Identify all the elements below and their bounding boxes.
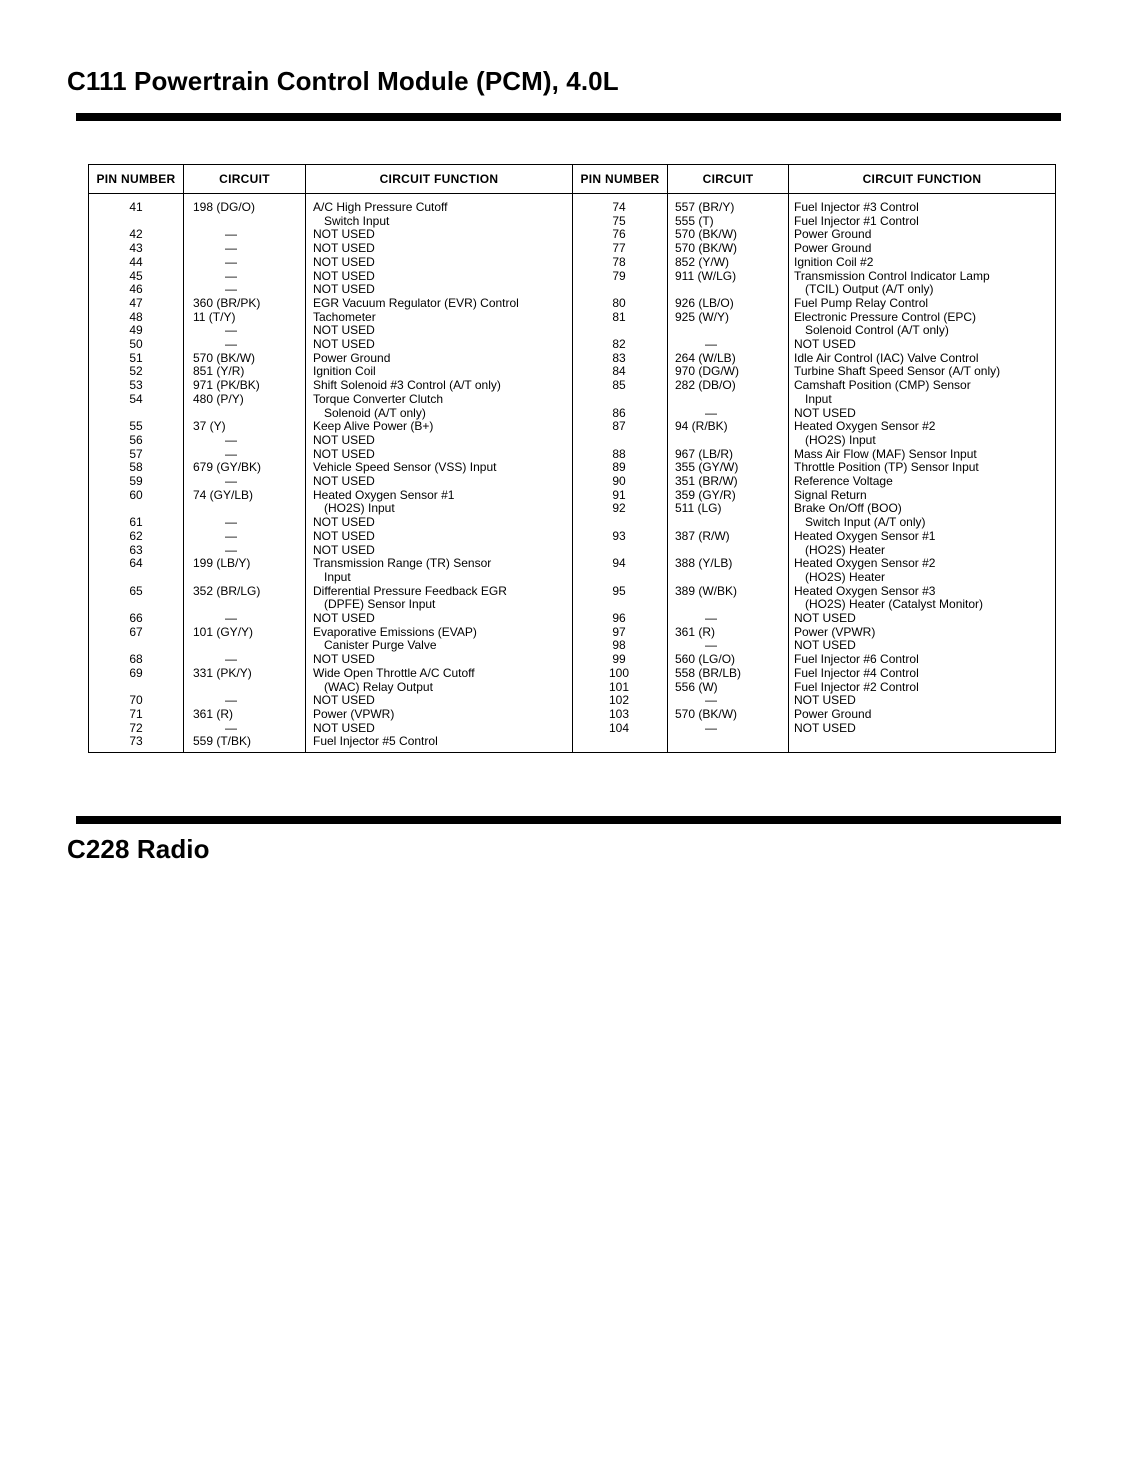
pin-number-right: 82: [612, 337, 626, 351]
circuit-right: 925 (W/Y): [675, 309, 730, 324]
pin-number-right: 85: [612, 378, 626, 393]
pin-number-left: 73: [129, 734, 143, 749]
circuit-right: 555 (T): [675, 213, 714, 228]
pin-number-left: 70: [129, 693, 143, 708]
table-row: [89, 556, 1055, 570]
table-row: [89, 392, 1055, 406]
pin-number-right: 84: [612, 364, 626, 379]
circuit-left: —: [225, 282, 237, 297]
circuit-left: —: [225, 720, 237, 735]
circuit-function-right: Heated Oxygen Sensor #2: [794, 419, 936, 434]
circuit-function-right: Throttle Position (TP) Sensor Input: [794, 460, 979, 475]
circuit-function-left: Wide Open Throttle A/C Cutoff: [313, 665, 475, 680]
header-pin-number-left: PIN NUMBER: [96, 172, 176, 186]
pin-number-right: 96: [612, 611, 626, 625]
table-row: [89, 474, 1055, 488]
circuit-function-right: (HO2S) Heater: [805, 542, 886, 557]
circuit-function-right: Fuel Injector #1 Control: [794, 213, 919, 228]
circuit-left: 199 (LB/Y): [193, 556, 251, 571]
table-row: [89, 666, 1055, 680]
table-row: [89, 241, 1055, 255]
circuit-left: —: [225, 268, 237, 283]
table-row: [89, 351, 1055, 365]
circuit-function-left: NOT USED: [313, 542, 375, 557]
table-row: [89, 693, 1055, 707]
header-circuit-function-left: CIRCUIT FUNCTION: [379, 172, 499, 186]
circuit-function-right: Heated Oxygen Sensor #1: [794, 528, 936, 543]
circuit-function-left: NOT USED: [313, 720, 375, 735]
circuit-function-left: EGR Vacuum Regulator (EVR) Control: [313, 295, 519, 310]
circuit-function-left: (HO2S) Input: [324, 501, 395, 516]
table-row: [89, 255, 1055, 269]
circuit-function-left: Canister Purge Valve: [324, 638, 437, 653]
circuit-function-right: NOT USED: [794, 405, 856, 420]
circuit-function-left: Tachometer: [313, 309, 376, 324]
circuit-right: 852 (Y/W): [675, 254, 730, 269]
pin-number-left: 42: [129, 227, 143, 242]
table-row: [89, 282, 1055, 296]
pin-number-left: 67: [129, 624, 143, 639]
circuit-function-right: Signal Return: [794, 487, 867, 502]
circuit-right: 558 (BR/LB): [675, 665, 742, 680]
circuit-right: —: [705, 693, 717, 708]
circuit-function-left: Transmission Range (TR) Sensor: [313, 556, 492, 571]
circuit-function-right: Power (VPWR): [794, 624, 876, 639]
table-row: [89, 460, 1055, 474]
circuit-left: 198 (DG/O): [193, 200, 256, 214]
circuit-right: 911 (W/LG): [675, 268, 737, 283]
section-divider: [76, 816, 1061, 824]
circuit-left: —: [225, 474, 237, 488]
circuit-function-left: NOT USED: [313, 474, 375, 488]
table-row: [89, 584, 1055, 598]
circuit-function-left: (WAC) Relay Output: [324, 679, 433, 694]
table-row: [89, 707, 1055, 721]
pin-number-right: 94: [612, 556, 626, 571]
table-row: [89, 378, 1055, 392]
circuit-right: 970 (DG/W): [675, 364, 740, 379]
circuit-function-left: Input: [324, 569, 351, 584]
pin-number-left: 51: [129, 350, 143, 365]
table-row: [89, 364, 1055, 378]
circuit-function-left: NOT USED: [313, 432, 375, 447]
table-row: [89, 433, 1055, 447]
circuit-function-left: Solenoid (A/T only): [324, 405, 426, 420]
table-row: [89, 269, 1055, 283]
circuit-right: 570 (BK/W): [675, 227, 738, 242]
table-row: [89, 447, 1055, 461]
circuit-function-left: Ignition Coil: [313, 364, 376, 379]
circuit-function-right: Power Ground: [794, 227, 872, 242]
circuit-left: —: [225, 227, 237, 242]
pin-number-left: 54: [129, 391, 143, 406]
circuit-left: 11 (T/Y): [193, 309, 236, 324]
pin-number-right: 74: [612, 200, 626, 214]
table-row: [89, 734, 1055, 748]
table-row: [89, 323, 1055, 337]
pin-number-right: 87: [612, 419, 626, 434]
circuit-right: 389 (W/BK): [675, 583, 738, 598]
table-row: [89, 501, 1055, 515]
circuit-function-left: Torque Converter Clutch: [313, 391, 444, 406]
circuit-left: 360 (BR/PK): [193, 295, 261, 310]
circuit-right: 264 (W/LB): [675, 350, 736, 365]
section-title-c111: C111 Powertrain Control Module (PCM), 4.0L: [67, 66, 619, 96]
pin-number-left: 58: [129, 460, 143, 475]
pin-number-right: 93: [612, 528, 626, 543]
circuit-left: 851 (Y/R): [193, 364, 245, 379]
pin-number-left: 50: [129, 337, 143, 351]
circuit-function-left: NOT USED: [313, 337, 375, 351]
circuit-left: —: [225, 254, 237, 269]
circuit-function-right: Input: [805, 391, 832, 406]
pin-number-left: 64: [129, 556, 143, 571]
circuit-function-left: NOT USED: [313, 515, 375, 530]
circuit-right: —: [705, 720, 717, 735]
circuit-right: 557 (BR/Y): [675, 200, 735, 214]
circuit-function-left: Switch Input: [324, 213, 390, 228]
pin-number-left: 44: [129, 254, 143, 269]
pin-number-left: 45: [129, 268, 143, 283]
pin-number-left: 41: [129, 200, 143, 214]
circuit-right: —: [705, 405, 717, 420]
circuit-right: —: [705, 611, 717, 625]
pin-number-left: 69: [129, 665, 143, 680]
circuit-function-right: Turbine Shaft Speed Sensor (A/T only): [794, 364, 1001, 379]
circuit-function-right: Fuel Pump Relay Control: [794, 295, 929, 310]
circuit-function-left: NOT USED: [313, 254, 375, 269]
pin-number-right: 76: [612, 227, 626, 242]
pin-number-left: 62: [129, 528, 143, 543]
circuit-left: 74 (GY/LB): [193, 487, 254, 502]
circuit-left: —: [225, 652, 237, 667]
pin-number-left: 43: [129, 241, 143, 256]
pin-number-right: 83: [612, 350, 626, 365]
circuit-left: 971 (PK/BK): [193, 378, 260, 393]
section-title-c228: C228 Radio: [67, 834, 210, 864]
pin-number-left: 48: [129, 309, 143, 324]
circuit-function-left: NOT USED: [313, 282, 375, 297]
table-row: [89, 200, 1055, 214]
circuit-function-left: NOT USED: [313, 241, 375, 256]
circuit-function-right: Idle Air Control (IAC) Valve Control: [794, 350, 979, 365]
pin-number-left: 66: [129, 611, 143, 625]
table-row: [89, 570, 1055, 584]
circuit-function-left: Shift Solenoid #3 Control (A/T only): [313, 378, 501, 393]
circuit-function-right: Electronic Pressure Control (EPC): [794, 309, 977, 324]
circuit-right: 570 (BK/W): [675, 241, 738, 256]
pin-number-left: 72: [129, 720, 143, 735]
circuit-left: —: [225, 241, 237, 256]
pin-number-right: 92: [612, 501, 626, 516]
circuit-function-right: NOT USED: [794, 693, 856, 708]
pin-number-right: 75: [612, 213, 626, 228]
circuit-right: 926 (LB/O): [675, 295, 734, 310]
circuit-left: —: [225, 432, 237, 447]
table-row: [89, 652, 1055, 666]
pin-number-left: 55: [129, 419, 143, 434]
pin-number-left: 56: [129, 432, 143, 447]
pin-number-right: 80: [612, 295, 626, 310]
pin-number-right: 103: [608, 706, 630, 721]
table-row: [89, 214, 1055, 228]
pin-number-left: 46: [129, 282, 143, 297]
pin-number-right: 79: [612, 268, 626, 283]
pin-number-left: 47: [129, 295, 143, 310]
pin-number-right: 90: [612, 474, 626, 488]
circuit-function-left: Evaporative Emissions (EVAP): [313, 624, 477, 639]
circuit-left: 101 (GY/Y): [193, 624, 254, 639]
circuit-left: 361 (R): [193, 706, 234, 721]
circuit-function-right: Brake On/Off (BOO): [794, 501, 902, 516]
pin-number-right: 91: [612, 487, 626, 502]
circuit-function-right: NOT USED: [794, 337, 856, 351]
circuit-right: 387 (R/W): [675, 528, 730, 543]
header-circuit-right: CIRCUIT: [702, 172, 754, 186]
circuit-function-right: Transmission Control Indicator Lamp: [794, 268, 990, 283]
pin-number-right: 102: [608, 693, 630, 708]
circuit-right: —: [705, 337, 717, 351]
circuit-left: —: [225, 515, 237, 530]
pin-number-left: 61: [129, 515, 143, 530]
circuit-right: 556 (W): [675, 679, 718, 694]
table-row: [89, 419, 1055, 433]
circuit-right: 282 (DB/O): [675, 378, 736, 393]
circuit-right: 94 (R/BK): [675, 419, 728, 434]
circuit-function-right: Fuel Injector #2 Control: [794, 679, 919, 694]
circuit-function-left: NOT USED: [313, 446, 375, 461]
pin-number-right: 101: [608, 679, 630, 694]
circuit-left: —: [225, 528, 237, 543]
table-row: [89, 529, 1055, 543]
pin-number-right: 77: [612, 241, 626, 256]
pin-number-right: 104: [608, 720, 630, 735]
circuit-function-left: NOT USED: [313, 268, 375, 283]
circuit-right: —: [705, 638, 717, 653]
circuit-function-right: Power Ground: [794, 706, 872, 721]
table-row: [89, 597, 1055, 611]
circuit-left: 570 (BK/W): [193, 350, 256, 365]
header-circuit-function-right: CIRCUIT FUNCTION: [862, 172, 982, 186]
circuit-right: 355 (GY/W): [675, 460, 739, 475]
circuit-function-left: Power Ground: [313, 350, 391, 365]
circuit-function-right: Camshaft Position (CMP) Sensor: [794, 378, 971, 393]
table-row: [89, 611, 1055, 625]
circuit-function-left: NOT USED: [313, 652, 375, 667]
table-row: [89, 515, 1055, 529]
pin-number-right: 88: [612, 446, 626, 461]
circuit-function-left: Fuel Injector #5 Control: [313, 734, 438, 749]
circuit-left: 331 (PK/Y): [193, 665, 252, 680]
circuit-function-left: NOT USED: [313, 693, 375, 708]
circuit-function-right: Fuel Injector #6 Control: [794, 652, 919, 667]
circuit-function-right: Mass Air Flow (MAF) Sensor Input: [794, 446, 977, 461]
pin-number-right: 98: [612, 638, 626, 653]
circuit-left: 559 (T/BK): [193, 734, 252, 749]
circuit-left: —: [225, 337, 237, 351]
pin-number-left: 60: [129, 487, 143, 502]
circuit-right: 388 (Y/LB): [675, 556, 733, 571]
table-row: [89, 721, 1055, 735]
circuit-function-right: Switch Input (A/T only): [805, 515, 926, 530]
circuit-function-left: Power (VPWR): [313, 706, 395, 721]
circuit-function-right: NOT USED: [794, 638, 856, 653]
circuit-left: —: [225, 323, 237, 338]
table-row: [89, 638, 1055, 652]
section-divider: [76, 113, 1061, 121]
circuit-right: 359 (GY/R): [675, 487, 736, 502]
header-pin-number-right: PIN NUMBER: [580, 172, 660, 186]
pin-number-right: 86: [612, 405, 626, 420]
pin-number-left: 53: [129, 378, 143, 393]
pin-number-right: 99: [612, 652, 626, 667]
circuit-right: 511 (LG): [675, 501, 722, 516]
circuit-function-left: (DPFE) Sensor Input: [324, 597, 436, 612]
pin-number-left: 52: [129, 364, 143, 379]
table-row: [89, 337, 1055, 351]
circuit-function-left: Keep Alive Power (B+): [313, 419, 434, 434]
circuit-function-right: NOT USED: [794, 611, 856, 625]
table-row: [89, 680, 1055, 694]
pin-number-left: 49: [129, 323, 143, 338]
pin-number-right: 97: [612, 624, 626, 639]
circuit-function-left: NOT USED: [313, 323, 375, 338]
circuit-right: 967 (LB/R): [675, 446, 734, 461]
circuit-function-left: Heated Oxygen Sensor #1: [313, 487, 455, 502]
pin-number-left: 68: [129, 652, 143, 667]
pin-number-right: 81: [612, 309, 626, 324]
circuit-function-left: NOT USED: [313, 611, 375, 625]
pin-number-left: 65: [129, 583, 143, 598]
circuit-function-right: Fuel Injector #4 Control: [794, 665, 919, 680]
circuit-function-right: NOT USED: [794, 720, 856, 735]
table-row: [89, 625, 1055, 639]
circuit-right: 560 (LG/O): [675, 652, 736, 667]
table-row: [89, 310, 1055, 324]
circuit-left: —: [225, 542, 237, 557]
circuit-left: —: [225, 693, 237, 708]
circuit-function-right: (HO2S) Heater: [805, 569, 886, 584]
circuit-function-right: Solenoid Control (A/T only): [805, 323, 949, 338]
pin-number-right: 95: [612, 583, 626, 598]
pin-table: [88, 164, 1056, 753]
header-circuit-left: CIRCUIT: [219, 172, 270, 186]
circuit-function-right: Fuel Injector #3 Control: [794, 200, 919, 214]
circuit-function-left: NOT USED: [313, 528, 375, 543]
circuit-left: —: [225, 611, 237, 625]
circuit-left: 480 (P/Y): [193, 391, 244, 406]
circuit-function-left: Vehicle Speed Sensor (VSS) Input: [313, 460, 497, 475]
circuit-function-right: (HO2S) Heater (Catalyst Monitor): [805, 597, 984, 612]
circuit-right: 570 (BK/W): [675, 706, 738, 721]
circuit-function-right: Heated Oxygen Sensor #2: [794, 556, 936, 571]
table-row: [89, 543, 1055, 557]
table-row: [89, 227, 1055, 241]
pin-number-left: 59: [129, 474, 143, 488]
circuit-function-left: A/C High Pressure Cutoff: [313, 200, 448, 214]
pin-number-right: 78: [612, 254, 626, 269]
table-row: [89, 488, 1055, 502]
circuit-function-left: NOT USED: [313, 227, 375, 242]
circuit-right: 351 (BR/W): [675, 474, 738, 488]
circuit-function-right: Power Ground: [794, 241, 872, 256]
table-row: [89, 406, 1055, 420]
circuit-left: 37 (Y): [193, 419, 226, 434]
pin-number-right: 89: [612, 460, 626, 475]
circuit-left: 679 (GY/BK): [193, 460, 262, 475]
circuit-left: —: [225, 446, 237, 461]
circuit-function-right: Heated Oxygen Sensor #3: [794, 583, 936, 598]
pin-number-right: 100: [608, 665, 630, 680]
circuit-function-right: (TCIL) Output (A/T only): [805, 282, 934, 297]
pin-number-left: 63: [129, 542, 143, 557]
pin-number-left: 71: [129, 706, 143, 721]
circuit-left: 352 (BR/LG): [193, 583, 261, 598]
table-row: [89, 296, 1055, 310]
circuit-right: 361 (R): [675, 624, 716, 639]
pin-number-left: 57: [129, 446, 143, 461]
circuit-function-right: (HO2S) Input: [805, 432, 876, 447]
circuit-function-left: Differential Pressure Feedback EGR: [313, 583, 507, 598]
circuit-function-right: Ignition Coil #2: [794, 254, 874, 269]
circuit-function-right: Reference Voltage: [794, 474, 893, 488]
